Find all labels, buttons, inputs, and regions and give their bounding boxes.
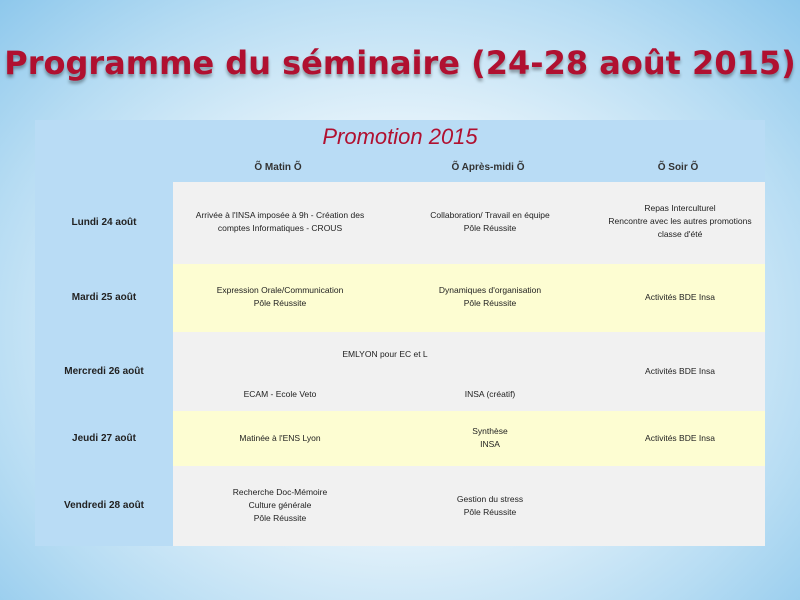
day-label: Mardi 25 août: [71, 292, 137, 303]
cell-lundi-soir: Repas Interculturel Rencontre avec les autres promotions classe d'été: [608, 203, 752, 239]
promotion-header: Promotion 2015: [322, 124, 478, 149]
cell-mercredi-soir: Activités BDE Insa: [645, 366, 715, 376]
cell-mardi-apres-midi: Dynamiques d'organisation Pôle Réussite: [438, 285, 542, 308]
cell-mardi-matin: Expression Orale/Communication Pôle Réussite: [216, 285, 344, 308]
column-header-matin: Õ Matin Õ: [254, 162, 302, 173]
day-label: Jeudi 27 août: [72, 433, 136, 444]
day-label: Lundi 24 août: [71, 217, 137, 228]
column-header-apres-midi: Õ Après-midi Õ: [451, 162, 525, 173]
cell-jeudi-apres-midi: Synthèse INSA: [472, 426, 508, 449]
cell-lundi-apres-midi: Collaboration/ Travail en équipe Pôle Réussite: [430, 210, 550, 233]
cell-vendredi-apres-midi: Gestion du stress Pôle Réussite: [456, 494, 524, 517]
cell-lundi-matin: Arrivée à l'INSA imposée à 9h - Création des comptes Informatiques - CROUS: [195, 210, 365, 233]
slide-title: Programme du séminaire (24-28 août 2015): [4, 44, 796, 82]
day-label: Vendredi 28 août: [63, 500, 145, 511]
day-label: Mercredi 26 août: [64, 366, 144, 377]
cell-jeudi-soir: Activités BDE Insa: [645, 433, 715, 443]
column-header-soir: Õ Soir Õ: [657, 162, 699, 173]
cell-mercredi-apres-midi: INSA (créatif): [464, 389, 516, 399]
cell-vendredi-matin: Recherche Doc-Mémoire Culture générale Pôle Réussite: [232, 487, 328, 523]
schedule-table: [35, 120, 765, 546]
cell-mercredi-matin: ECAM - Ecole Veto: [243, 389, 317, 399]
cell-mercredi-span: EMLYON pour EC et L: [342, 349, 428, 359]
cell-mardi-soir: Activités BDE Insa: [645, 292, 715, 302]
cell-jeudi-matin: Matinée à l'ENS Lyon: [239, 433, 321, 443]
